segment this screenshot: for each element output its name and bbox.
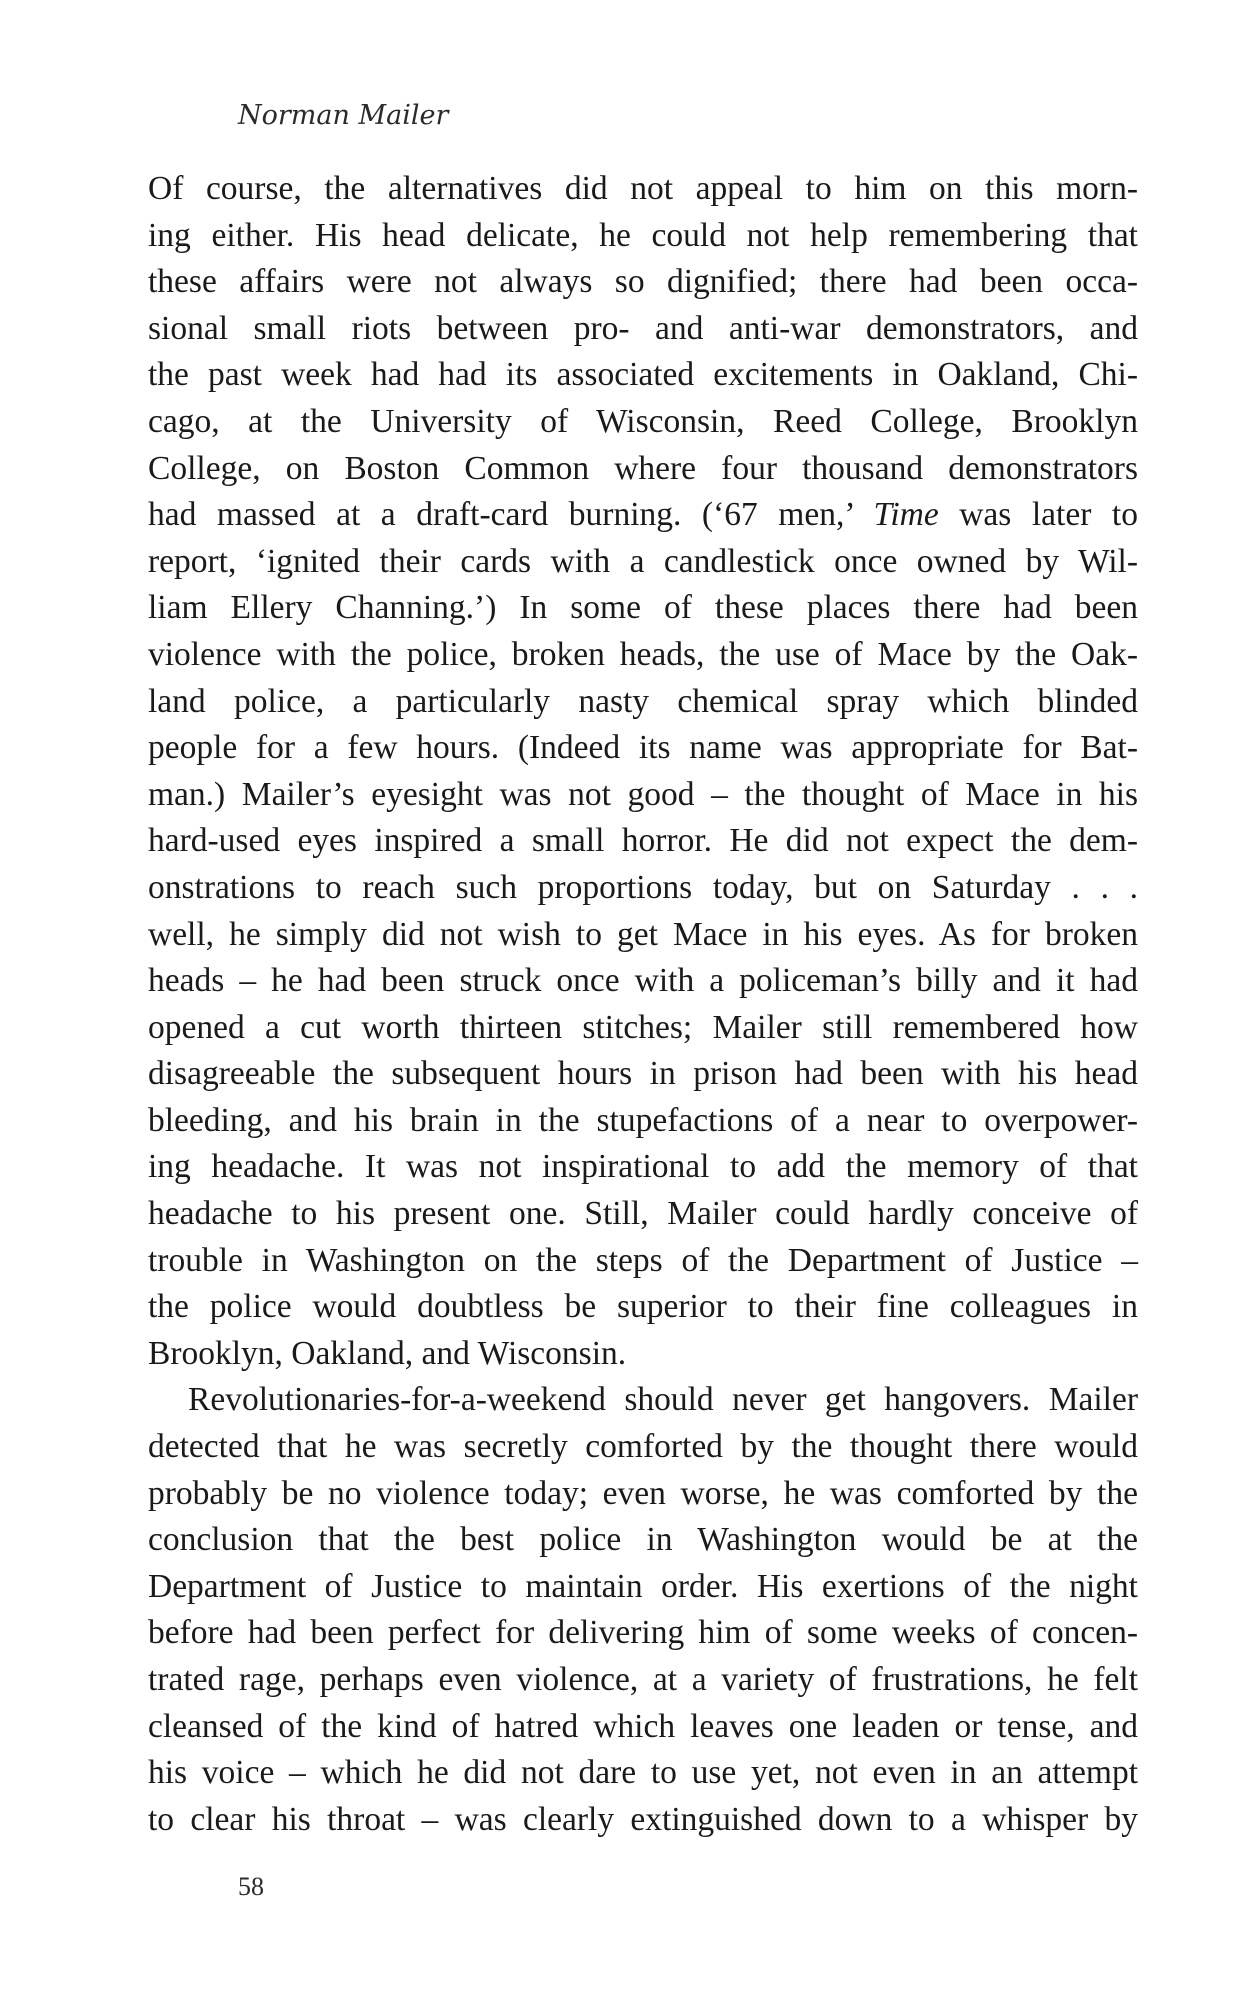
- text-line: trated rage, perhaps even violence, at a variety of frustrations, he felt: [148, 1661, 1138, 1698]
- text-line: Department of Justice to maintain order. His exertions of the night: [148, 1567, 1138, 1605]
- text-line: well, he simply did not wish to get Mace in his eyes. As for broken: [148, 915, 1138, 953]
- text-line: his voice – which he did not dare to use yet, not even in an attempt: [148, 1754, 1138, 1792]
- text-line: man.) Mailer’s eyesight was not good – the thought of Mace in his: [148, 775, 1138, 813]
- text-line: Of course, the alternatives did not appeal to him on this morn-: [148, 170, 1138, 207]
- text-line: hard-used eyes inspired a small horror. He did not expect the dem-: [148, 822, 1138, 860]
- text-line: report, ‘ignited their cards with a candlestick once owned by Wil-: [148, 542, 1138, 580]
- text-line: liam Ellery Channing.’) In some of these places there had been: [148, 589, 1138, 627]
- body-text: [148, 166, 1138, 1843]
- text-line: the police would doubtless be superior to their fine colleagues in: [148, 1288, 1138, 1326]
- text-line: before had been perfect for delivering him of some weeks of concen-: [148, 1614, 1138, 1652]
- text-line: cago, at the University of Wisconsin, Reed College, Brooklyn: [148, 402, 1138, 440]
- magazine-title: Time: [873, 496, 939, 534]
- text-line: ing either. His head delicate, he could not help remembering that: [148, 216, 1138, 254]
- text-line: Revolutionaries-for-a-weekend should never get hangovers. Mailer: [188, 1381, 1138, 1419]
- running-head: Norman Mailer: [238, 100, 449, 131]
- text-line: people for a few hours. (Indeed its name was appropriate for Bat-: [148, 729, 1138, 767]
- text-line: cleansed of the kind of hatred which leaves one leaden or tense, and: [148, 1707, 1138, 1745]
- text-line: land police, a particularly nasty chemical spray which blinded: [148, 682, 1138, 720]
- text-line: conclusion that the best police in Washington would be at the: [148, 1521, 1138, 1559]
- text-line: had massed at a draft-card burning. (‘67 men,’ Time was later to: [148, 496, 1138, 534]
- text-line: detected that he was secretly comforted by the thought there would: [148, 1428, 1138, 1466]
- text-line: probably be no violence today; even worse, he was comforted by the: [148, 1474, 1138, 1512]
- text-line: sional small riots between pro- and anti-war demonstrators, and: [148, 309, 1138, 347]
- text-line: trouble in Washington on the steps of the Department of Justice –: [148, 1241, 1138, 1279]
- text-line: violence with the police, broken heads, the use of Mace by the Oak-: [148, 635, 1138, 673]
- text-line: to clear his throat – was clearly extinguished down to a whisper by: [148, 1800, 1138, 1838]
- text-line: headache to his present one. Still, Mailer could hardly conceive of: [148, 1195, 1138, 1233]
- text-line: bleeding, and his brain in the stupefactions of a near to overpower-: [148, 1101, 1138, 1139]
- text-line: the past week had had its associated excitements in Oakland, Chi-: [148, 356, 1138, 394]
- text-line: disagreeable the subsequent hours in prison had been with his head: [148, 1055, 1138, 1093]
- text-line: College, on Boston Common where four thousand demonstrators: [148, 449, 1138, 487]
- text-line: heads – he had been struck once with a policeman’s billy and it had: [148, 962, 1138, 1000]
- text-line: Brooklyn, Oakland, and Wisconsin.: [148, 1334, 627, 1372]
- text-line: these affairs were not always so dignified; there had been occa-: [148, 263, 1138, 301]
- page-number: 58: [238, 1872, 264, 1901]
- paragraph-2: [148, 1377, 1138, 1843]
- paragraph-1: [148, 166, 1138, 1377]
- text-line: onstrations to reach such proportions today, but on Saturday . . .: [148, 868, 1138, 906]
- text-line: ing headache. It was not inspirational to add the memory of that: [148, 1148, 1138, 1186]
- text-line: opened a cut worth thirteen stitches; Mailer still remembered how: [148, 1008, 1138, 1046]
